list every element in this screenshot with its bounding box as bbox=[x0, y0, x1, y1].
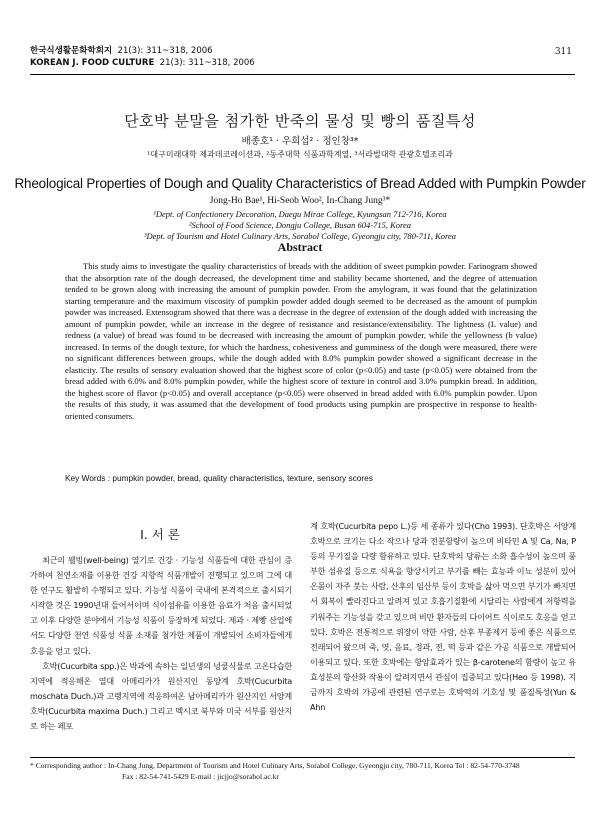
affiliation-3: ³Dept. of Tourism and Hotel Culinary Arts, Sorabol College, Gyeongju city, 780-711, Korea bbox=[143, 231, 457, 241]
journal-issue-en: 21(3): 311~318, 2006 bbox=[159, 58, 255, 68]
body-paragraph: 계 호박(Cucurbita pepo L.)등 세 종류가 있다(Cho 1993). 단호박은 서양계 호박으로 크기는 다소 작으나 당과 전분함량이 높으며 비타민 A 및 Ca, Na, P 등의 무기질을 다량 함유하고 있다. 단호박의 당류는 소화 흡수성이 높으며 풍부한 섬유질 등으로 식욕을 향상시키고 부기를 빼는 효능과 이뇨 성분이 있어 온몸이 자주 붓는 사람, 산후의 임산부 등이 호박을 삶아 먹으면 부기가 빠지면서 회복이 빨라진다고 알려져 있고 호흡기질환에 시달리는 사람에게 저항력을 키워주는 기능성을 갖고 있으며 비만 환자들의 다이어트 식이로도 호응을 얻고 있다. 호박은 전통적으로 위장이 약한 사람, 산후 부종제거 등에 좋은 식품으로 전래되어 왔으며 죽, 엿, 음료, 정과, 전, 떡 등과 같은 가공 식품으로 개발되어 이용되고 있다. 또한 호박에는 항암효과가 있는 β-carotene의 함량이 높고 유효성분의 항산화 작용이 알려지면서 관심이 집중되고 있다(Heo 등 1998). 지금까지 호박의 가공에 관련된 연구로는 호박떡의 기호성 및 품질특성(Yun & Ahn bbox=[310, 521, 576, 713]
journal-header bbox=[30, 45, 255, 69]
section-title-introduction: Ⅰ. 서 론 bbox=[140, 527, 180, 542]
abstract-body: This study aims to investigate the quality characteristics of breads with the addition of sweet pumpkin powder. Farinogram showed that the absorption rate of the dough decreased, the development time and stability became shortened, and the degree of attenuation tended to be grown along with increasing the amount of pumpkin powder. From the amylogram, it was found that the gelatinization starting temperature and the maximum viscosity of pumpkin powder added dough seemed to be decreased as the amount of pumpkin powder was increased. Extensogram showed that there was a decrease in the degree of extension of the dough added with increasing the amount of pumpkin powder, while an increase in the degree of resistance and resistance/extensibility. The lightness (L value) and redness (a value) of bread was found to be decreased with increasing the amount of pumpkin powder, while the yellowness (b value) increased. In terms of the dough texture, for which the hardness, cohesiveness and gumminess of the dough were measured, there were no significant differences between groups, while the dough added with 8.0% pumpkin powder showed a significant decrease in the elasticity. The results of sensory evaluation showed that the highest score of color (p<0.05) and taste (p<0.05) were obtained from the bread added with 6.0% and 8.0% pumpkin powder, while the highest score of texture in control and 3.0% pumpkin bread. In addition, the highest score of flavor (p<0.05) and overall acceptance (p<0.05) were observed in bread added with 6.0% pumpkin powder. Upon the results of this study, it was assumed that the development of food products using pumpkin are prospective in response to health-oriented consumers. bbox=[65, 261, 537, 421]
keywords: Key Words : pumpkin powder, bread, quality characteristics, texture, sensory scores bbox=[65, 473, 373, 483]
body-paragraph: 호박(Cucurbita spp.)은 박과에 속하는 일년생의 넝쿨식물로 고온다습한 지역에 적응해온 열대 아메리카가 원산지인 동양계 호박(Cucurbita moschata Duch.)과 고랭지역에 적응하여온 남아메리카가 원산지인 서양계 호박(Cucurbita maxima Duch.) 그리고 멕시코 북부와 미국 서부를 원산지로 하는 페포 bbox=[30, 660, 292, 732]
journal-name-ko: 한국식생활문화학회지 bbox=[30, 46, 113, 56]
title-english: Rheological Properties of Dough and Quality Characteristics of Bread Added with Pumpkin Powder bbox=[14, 176, 586, 191]
body-column-left bbox=[30, 553, 292, 734]
journal-name-en: KOREAN J. FOOD CULTURE bbox=[30, 58, 155, 68]
page-number: 311 bbox=[554, 47, 572, 57]
affiliation-1: ¹Dept. of Confectionery Decoration, Daegu Mirae College, Kyungsan 712-716, Korea bbox=[153, 209, 447, 219]
abstract-heading: Abstract bbox=[277, 240, 323, 254]
authors-korean: 배종호¹ · 우희섭² · 정인창³* bbox=[241, 136, 359, 147]
affiliations-korean: ¹대구미래대학 제과데코레이션과, ²동주대학 식품과학계열, ³서라벌대학 관광호텔조리과 bbox=[147, 150, 453, 159]
affiliation-2: ²School of Food Science, Dongju College, Busan 604-715, Korea bbox=[188, 220, 412, 230]
footnote-line-1: * Corresponding author : In-Chang Jung, Department of Tourism and Hotel Culinary Arts, Sorabol College, Gyeongju city, 780-711, Korea Tel : 82-54-770-3748 bbox=[30, 761, 520, 770]
journal-issue-ko: 21(3): 311~318, 2006 bbox=[117, 46, 213, 56]
header-rule bbox=[30, 74, 575, 75]
body-paragraph: 최근의 웰빙(well-being) 열기로 건강 · 기능성 식품들에 대한 관심이 증가하여 천연소재를 이용한 건강 지향적 식품개발이 진행되고 있으며 그에 대한 연구도 활발히 수행되고 있다. 기능성 식품이 국내에 본격적으로 출시되기 시작한 것은 1990년대 들어서이며 식이섬유를 이용한 음료가 처음 출시되었고 이후 다양한 분야에서 기능성 식품이 등장하게 되었다. 제과 · 제빵 산업에서도 다양한 천연 식품성 식품 소재를 첨가한 제품이 개발되어 소비자들에게 호응을 얻고 있다. bbox=[30, 555, 292, 656]
title-korean: 단호박 분말을 첨가한 반죽의 물성 및 빵의 품질특성 bbox=[124, 112, 476, 130]
authors-english: Jong-Ho Bae¹, Hi-Seob Woo², In-Chang Jung³* bbox=[209, 196, 391, 206]
body-column-right bbox=[310, 519, 576, 715]
footnote-line-2: Fax : 82-54-741-5429 E-mail : jicjjo@sorabol.ac.kr bbox=[122, 772, 279, 781]
footnote-rule bbox=[30, 757, 575, 758]
footnote bbox=[30, 760, 575, 782]
